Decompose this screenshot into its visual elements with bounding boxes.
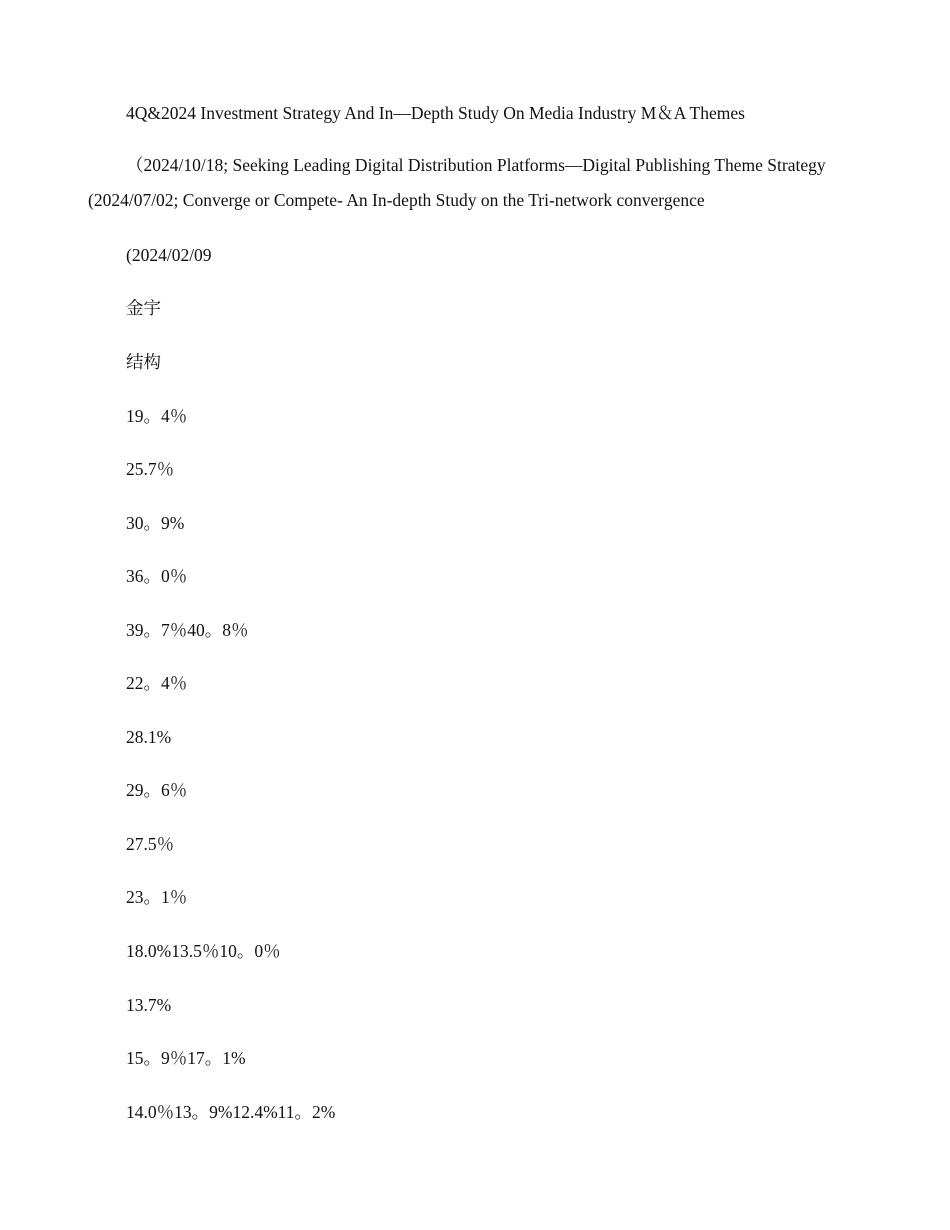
value-line: 14.0％13。9%12.4%11。2% — [126, 1102, 336, 1122]
value-line: 23。1％ — [126, 887, 188, 907]
value-line: 28.1% — [126, 727, 172, 747]
value-line: 22。4％ — [126, 673, 188, 693]
value-line: 13.7% — [126, 995, 172, 1015]
value-line: 39。7％40。8％ — [126, 620, 249, 640]
label-jinyu: 金宇 — [126, 298, 161, 318]
value-line: 29。6％ — [126, 780, 188, 800]
value-line: 15。9％17。1% — [126, 1048, 246, 1068]
value-line: 18.0%13.5％10。0％ — [126, 941, 281, 961]
value-line: 19。4％ — [126, 406, 188, 426]
value-line: 30。9% — [126, 513, 185, 533]
value-line: 36。0％ — [126, 566, 188, 586]
value-line: 27.5％ — [126, 834, 175, 854]
value-line: 25.7％ — [126, 459, 175, 479]
document-heading: 4Q&2024 Investment Strategy And In—Depth Study On Media Industry M＆A Themes — [126, 103, 745, 123]
document-paragraph: （2024/10/18; Seeking Leading Digital Distribution Platforms—Digital Publishing Theme Strategy (2024/07/02; Converge or Compete- An In-depth Study on the Tri-network convergence — [88, 155, 826, 210]
date-line: (2024/02/09 — [126, 245, 212, 265]
label-structure: 结构 — [126, 352, 161, 372]
